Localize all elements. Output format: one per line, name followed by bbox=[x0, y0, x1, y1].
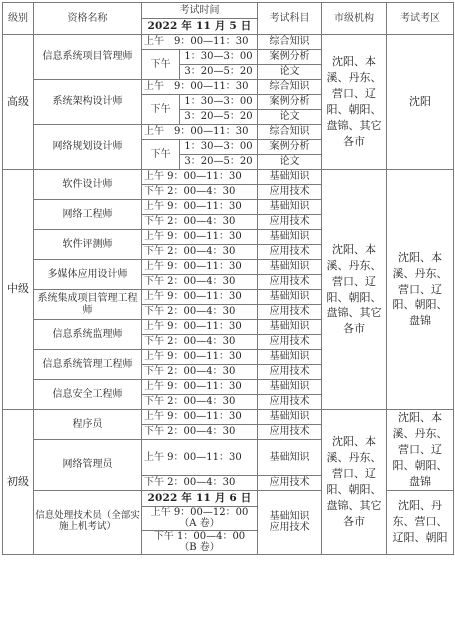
level-senior: 高级 bbox=[3, 35, 34, 170]
time-slot: 下午 2：00—4：30 bbox=[142, 215, 258, 230]
subject-basic: 基础知识 bbox=[269, 510, 310, 522]
city-agency-cell: 沈阳、本溪、丹东、营口、辽阳、朝阳、盘锦、其它各市 bbox=[322, 35, 387, 170]
time-slot: 上午 9：00—11：30 bbox=[142, 380, 258, 395]
exam-area-cell: 沈阳 bbox=[387, 35, 454, 170]
header-level: 级别 bbox=[3, 3, 34, 35]
subject-cell: 基础知识 bbox=[258, 170, 322, 185]
subject-cell: 应用技术 bbox=[258, 245, 322, 260]
qualification-name: 信息系统管理工程师 bbox=[34, 350, 142, 380]
subject-cell: 案例分析 bbox=[258, 140, 322, 155]
time-slot: 上午 9：00—11：30 bbox=[142, 200, 258, 215]
time-slot: 上午 9：00—11：30 bbox=[142, 35, 258, 50]
subject-cell: 应用技术 bbox=[258, 395, 322, 410]
time-slot: 上午 9：00—11：30 bbox=[142, 80, 258, 95]
subject-cell: 案例分析 bbox=[258, 95, 322, 110]
time-slot: 下午 2：00—4：30 bbox=[142, 245, 258, 260]
paper-b-note: （B 卷） bbox=[179, 542, 220, 554]
time-slot: 上午 9：00—11：30 bbox=[142, 320, 258, 335]
header-qualification: 资格名称 bbox=[34, 3, 142, 35]
time-slot: 下午 2：00—4：30 bbox=[142, 475, 258, 490]
time-slot: 上午 9：00—11：30 bbox=[142, 260, 258, 275]
time-slot: 下午 2：00—4：30 bbox=[142, 365, 258, 380]
time-slot: 上午 9：00—11：30 bbox=[142, 170, 258, 185]
subject-cell: 论文 bbox=[258, 110, 322, 125]
subject-cell: 基础知识 bbox=[258, 290, 322, 305]
time-slot: 下午 2：00—4：30 bbox=[142, 185, 258, 200]
exam-date-2: 2022 年 11 月 6 日 bbox=[142, 490, 258, 506]
subject-cell: 论文 bbox=[258, 155, 322, 170]
time-label: 下午 bbox=[142, 140, 180, 170]
subject-cell: 基础知识 bbox=[258, 230, 322, 245]
qualification-name: 网络规划设计师 bbox=[34, 125, 142, 170]
qualification-name: 信息系统监理师 bbox=[34, 320, 142, 350]
qualification-name: 信息安全工程师 bbox=[34, 380, 142, 410]
time-slot: 1：30—3：00 bbox=[180, 140, 258, 155]
subject-cell: 基础知识 bbox=[258, 380, 322, 395]
paper-a-note: （A 卷） bbox=[179, 518, 220, 530]
header-exam-time: 考试时间 bbox=[142, 3, 258, 19]
time-slot: 下午 2：00—4：30 bbox=[142, 305, 258, 320]
qualification-name: 信息处理技术员（全部实施上机考试） bbox=[34, 490, 142, 554]
city-agency-cell: 沈阳、本溪、丹东、营口、辽阳、朝阳、盘锦、其它各市 bbox=[322, 170, 387, 410]
time-slot: 下午 2：00—4：30 bbox=[142, 275, 258, 290]
time-b: 下午 1：00—4：00 bbox=[153, 530, 246, 542]
subject-cell: 基础知识 bbox=[258, 200, 322, 215]
subject-cell bbox=[258, 490, 322, 554]
level-middle: 中级 bbox=[3, 170, 34, 410]
time-slot: 上午 9：00—11：30 bbox=[142, 230, 258, 245]
subject-cell: 基础知识 bbox=[258, 260, 322, 275]
subject-cell: 综合知识 bbox=[258, 35, 322, 50]
subject-cell: 综合知识 bbox=[258, 80, 322, 95]
time-slot: 上午 9：00—11：30 bbox=[142, 410, 258, 425]
time-a: 上午 9：00—12：00 bbox=[150, 506, 249, 518]
header-subject: 考试科目 bbox=[258, 3, 322, 35]
level-junior: 初级 bbox=[3, 410, 34, 555]
time-slot-a bbox=[142, 506, 258, 530]
time-slot: 上午 9：00—11：30 bbox=[142, 290, 258, 305]
subject-cell: 应用技术 bbox=[258, 365, 322, 380]
qualification-name: 软件设计师 bbox=[34, 170, 142, 200]
subject-cell: 论文 bbox=[258, 65, 322, 80]
subject-cell: 基础知识 bbox=[258, 320, 322, 335]
qualification-name: 程序员 bbox=[34, 410, 142, 440]
qualification-name: 系统架构设计师 bbox=[34, 80, 142, 125]
time-slot: 3：20—5：20 bbox=[180, 110, 258, 125]
qualification-name: 系统集成项目管理工程师 bbox=[34, 290, 142, 320]
exam-schedule-table bbox=[2, 2, 454, 555]
time-slot: 3：20—5：20 bbox=[180, 65, 258, 80]
time-slot: 3：20—5：20 bbox=[180, 155, 258, 170]
subject-applied: 应用技术 bbox=[269, 522, 310, 534]
subject-cell: 应用技术 bbox=[258, 185, 322, 200]
time-label: 下午 bbox=[142, 95, 180, 125]
subject-cell: 应用技术 bbox=[258, 215, 322, 230]
time-slot: 上午 9：00—11：30 bbox=[142, 125, 258, 140]
subject-cell: 应用技术 bbox=[258, 335, 322, 350]
time-slot: 下午 2：00—4：30 bbox=[142, 335, 258, 350]
time-slot: 1：30—3：00 bbox=[180, 95, 258, 110]
time-slot-b bbox=[142, 530, 258, 554]
qualification-name: 网络工程师 bbox=[34, 200, 142, 230]
time-label: 下午 bbox=[142, 50, 180, 80]
time-slot: 上午 9：00—11：30 bbox=[142, 350, 258, 365]
qualification-name: 多媒体应用设计师 bbox=[34, 260, 142, 290]
exam-area-cell: 沈阳、丹东、营口、辽阳、朝阳 bbox=[387, 490, 454, 554]
time-slot: 上午 9：00—11：30 bbox=[142, 440, 258, 476]
subject-cell: 应用技术 bbox=[258, 305, 322, 320]
subject-cell: 基础知识 bbox=[258, 350, 322, 365]
city-agency-cell: 沈阳、本溪、丹东、营口、辽阳、朝阳、盘锦、其它各市 bbox=[322, 410, 387, 555]
qualification-name: 信息系统项目管理师 bbox=[34, 35, 142, 80]
subject-cell: 基础知识 bbox=[258, 410, 322, 425]
header-exam-area: 考试考区 bbox=[387, 3, 454, 35]
subject-cell: 基础知识 bbox=[258, 440, 322, 476]
subject-cell: 应用技术 bbox=[258, 475, 322, 490]
subject-cell: 应用技术 bbox=[258, 425, 322, 440]
qualification-name: 软件评测师 bbox=[34, 230, 142, 260]
header-city-agency: 市级机构 bbox=[322, 3, 387, 35]
exam-area-cell: 沈阳、本溪、丹东、营口、辽阳、朝阳、盘锦 bbox=[387, 170, 454, 410]
time-slot: 下午 2：00—4：30 bbox=[142, 395, 258, 410]
exam-area-cell: 沈阳、本溪、丹东、营口、辽阳、朝阳、盘锦 bbox=[387, 410, 454, 491]
subject-cell: 综合知识 bbox=[258, 125, 322, 140]
time-slot: 1：30—3：00 bbox=[180, 50, 258, 65]
exam-date: 2022 年 11 月 5 日 bbox=[142, 19, 258, 35]
subject-cell: 应用技术 bbox=[258, 275, 322, 290]
subject-cell: 案例分析 bbox=[258, 50, 322, 65]
time-slot: 下午 2：00—4：30 bbox=[142, 425, 258, 440]
qualification-name: 网络管理员 bbox=[34, 440, 142, 491]
